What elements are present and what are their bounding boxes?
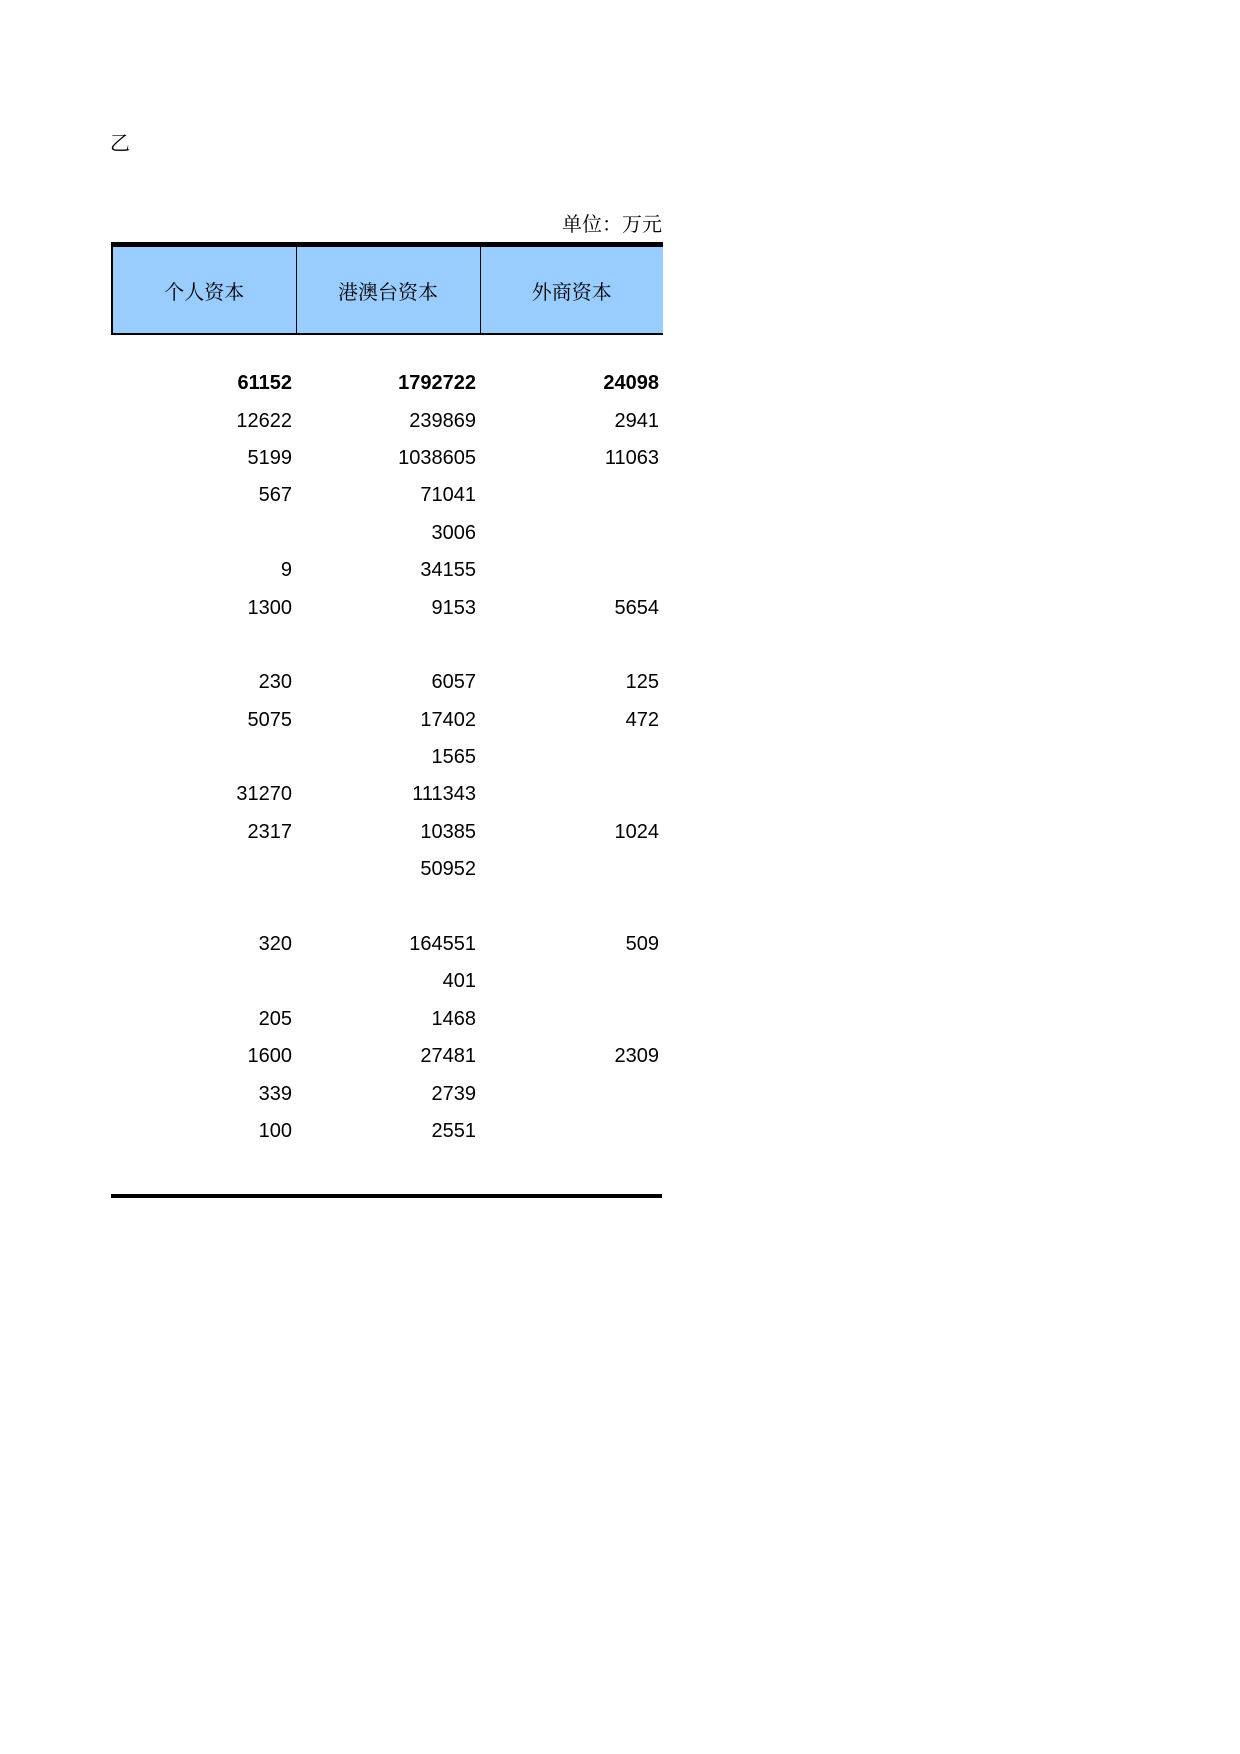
table-row xyxy=(112,440,663,477)
cell-individual-capital xyxy=(112,627,296,664)
cell-hk-macao-taiwan-capital: 34155 xyxy=(420,559,476,582)
cell-hk-macao-taiwan-capital: 2551 xyxy=(431,1120,476,1142)
cell-foreign-capital xyxy=(480,477,663,514)
cell-individual-capital xyxy=(112,851,296,888)
cell-hk-macao-taiwan-capital: 1468 xyxy=(431,1007,476,1030)
cell-hk-macao-taiwan-capital: 50952 xyxy=(420,858,476,881)
cell-foreign-capital xyxy=(480,963,663,1000)
cell-individual-capital: 100 xyxy=(258,1120,292,1142)
cell-foreign-capital: 1024 xyxy=(614,820,659,843)
cell-hk-macao-taiwan-capital xyxy=(296,888,480,925)
cell-hk-macao-taiwan-capital: 239869 xyxy=(409,409,476,432)
spacer-row xyxy=(112,1150,663,1194)
table-row xyxy=(112,814,663,851)
table-row xyxy=(112,926,663,963)
cell-hk-macao-taiwan-capital: 111343 xyxy=(412,783,476,806)
table-row xyxy=(112,888,663,925)
total-hk-macao-taiwan-capital: 1792722 xyxy=(398,372,476,395)
table-row xyxy=(112,515,663,552)
cell-foreign-capital xyxy=(480,552,663,589)
cell-individual-capital: 320 xyxy=(258,933,292,956)
cell-hk-macao-taiwan-capital: 164551 xyxy=(409,933,476,956)
cell-foreign-capital xyxy=(480,627,663,664)
cell-foreign-capital xyxy=(480,851,663,888)
table-row xyxy=(112,851,663,888)
cell-individual-capital: 2317 xyxy=(247,820,292,843)
header-foreign-capital: 外商资本 xyxy=(480,245,663,335)
unit-label: 单位：万元 xyxy=(562,212,662,236)
cell-foreign-capital xyxy=(480,776,663,813)
cell-individual-capital xyxy=(112,963,296,1000)
table-row xyxy=(112,739,663,776)
cell-foreign-capital: 2941 xyxy=(614,409,659,432)
total-individual-capital: 61152 xyxy=(237,372,292,395)
table-row xyxy=(112,552,663,589)
table-row xyxy=(112,702,663,739)
cell-individual-capital: 567 xyxy=(258,484,292,507)
cell-individual-capital: 9 xyxy=(280,559,292,582)
cell-individual-capital: 31270 xyxy=(236,783,292,806)
cell-individual-capital: 5075 xyxy=(247,708,292,731)
cell-hk-macao-taiwan-capital xyxy=(296,627,480,664)
cell-hk-macao-taiwan-capital: 1565 xyxy=(431,746,476,769)
cell-hk-macao-taiwan-capital: 9153 xyxy=(431,596,476,619)
cell-individual-capital: 12622 xyxy=(236,409,292,432)
cell-hk-macao-taiwan-capital: 3006 xyxy=(431,521,476,544)
table-row xyxy=(112,402,663,439)
cell-individual-capital xyxy=(112,515,296,552)
table-row xyxy=(112,589,663,626)
cell-foreign-capital: 125 xyxy=(625,671,659,694)
table-header-row xyxy=(112,245,663,335)
total-row xyxy=(112,365,663,402)
table-row xyxy=(112,1001,663,1038)
table-bottom-rule xyxy=(111,1194,662,1198)
header-individual-capital: 个人资本 xyxy=(112,245,296,335)
cell-hk-macao-taiwan-capital: 2739 xyxy=(431,1082,476,1105)
table-row xyxy=(112,664,663,701)
data-table-container xyxy=(111,242,662,1198)
cell-individual-capital xyxy=(112,739,296,776)
cell-foreign-capital xyxy=(480,888,663,925)
cell-hk-macao-taiwan-capital: 401 xyxy=(442,970,476,993)
table-row xyxy=(112,963,663,1000)
header-hk-macao-taiwan-capital: 港澳台资本 xyxy=(296,245,480,335)
cell-foreign-capital xyxy=(480,515,663,552)
cell-foreign-capital: 11063 xyxy=(604,446,659,469)
table-row xyxy=(112,477,663,514)
total-foreign-capital: 24098 xyxy=(603,372,659,395)
table-row xyxy=(112,1038,663,1075)
cell-individual-capital: 205 xyxy=(258,1007,292,1030)
cell-hk-macao-taiwan-capital: 10385 xyxy=(420,820,476,843)
cell-individual-capital xyxy=(112,888,296,925)
cell-foreign-capital xyxy=(480,1075,663,1112)
cell-individual-capital: 230 xyxy=(258,671,292,694)
cell-individual-capital: 339 xyxy=(258,1082,292,1105)
cell-foreign-capital: 5654 xyxy=(614,596,659,619)
cell-foreign-capital xyxy=(480,1113,663,1150)
spacer-row xyxy=(112,334,663,365)
table-row xyxy=(112,1113,663,1150)
cell-individual-capital: 1300 xyxy=(247,596,292,619)
cell-foreign-capital xyxy=(480,1001,663,1038)
cell-hk-macao-taiwan-capital: 6057 xyxy=(431,671,476,694)
cell-foreign-capital xyxy=(480,739,663,776)
cell-hk-macao-taiwan-capital: 1038605 xyxy=(398,446,476,469)
page-title-fragment: 乙 xyxy=(110,131,130,155)
cell-individual-capital: 1600 xyxy=(247,1045,292,1068)
cell-foreign-capital: 2309 xyxy=(614,1045,659,1068)
cell-foreign-capital: 472 xyxy=(625,708,659,731)
data-table xyxy=(111,242,663,1194)
table-row xyxy=(112,776,663,813)
cell-foreign-capital: 509 xyxy=(625,933,659,956)
table-row xyxy=(112,1075,663,1112)
cell-hk-macao-taiwan-capital: 71041 xyxy=(420,484,476,507)
table-row xyxy=(112,627,663,664)
cell-hk-macao-taiwan-capital: 17402 xyxy=(420,708,476,731)
cell-hk-macao-taiwan-capital: 27481 xyxy=(420,1045,476,1068)
cell-individual-capital: 5199 xyxy=(247,446,292,469)
